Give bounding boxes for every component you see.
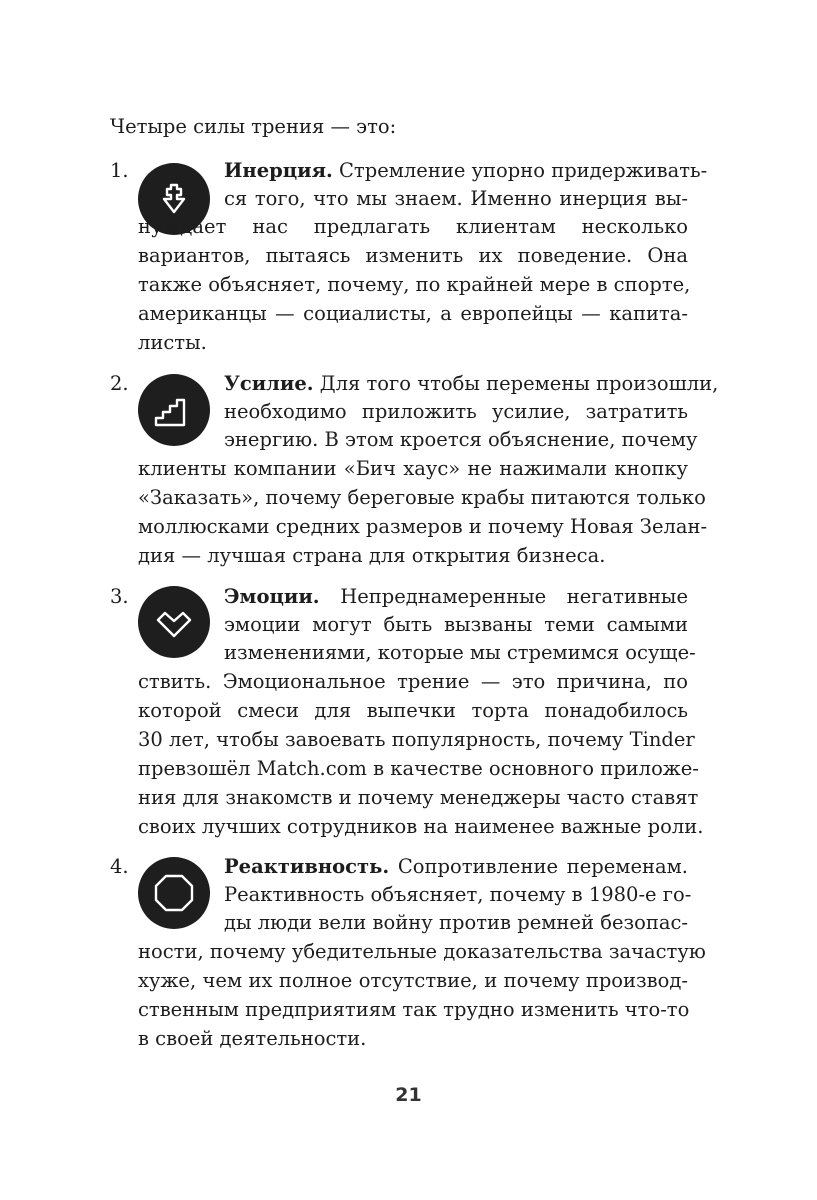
item-text-line: ся того, что мы знаем. Именно инерция вы-: [224, 187, 688, 210]
item-text-line: в своей деятельности.: [138, 1027, 367, 1050]
item-text-line: изменениями, которые мы стремимся осуще-: [224, 641, 696, 664]
item-text-line: Реактивность объясняет, почему в 1980-е го-: [224, 883, 692, 906]
item-text-line: которой смеси для выпечки торта понадобилось: [138, 699, 688, 722]
item-text-line: листы.: [138, 331, 207, 354]
item-text-line: своих лучших сотрудников на наименее важные роли.: [138, 815, 704, 838]
intro-text: Четыре силы трения — это:: [110, 115, 397, 138]
item-text-line: американцы — социалисты, а европейцы — капита-: [138, 302, 688, 325]
item-number: 3.: [110, 585, 129, 608]
item-term: Эмоции.: [224, 585, 320, 608]
item-text-line: 30 лет, чтобы завоевать популярность, почему Tinder: [138, 728, 695, 751]
item-text-line: Инерция. Стремление упорно придерживать-: [224, 159, 708, 182]
item-text-line: ды люди вели войну против ремней безопас-: [224, 911, 688, 934]
item-text-line: дия — лучшая страна для открытия бизнеса.: [138, 544, 606, 567]
item-text-line: моллюсками средних размеров и почему Новая Зелан-: [138, 515, 708, 538]
item-text-line: нуждает нас предлагать клиентам несколько: [138, 215, 688, 238]
item-text-line: превзошёл Match.com в качестве основного приложе-: [138, 757, 699, 780]
item-text-line: Эмоции. Непреднамеренные негативные: [224, 585, 688, 608]
item-text-line: необходимо приложить усилие, затратить: [224, 400, 688, 423]
item-number: 1.: [110, 159, 129, 182]
item-text-line: ственным предприятиям так трудно изменить что-то: [138, 998, 690, 1021]
item-text-line: ности, почему убедительные доказательства зачастую: [138, 940, 706, 963]
emotion-heart-icon: [138, 586, 210, 658]
item-text-line: также объясняет, почему, по крайней мере в спорте,: [138, 273, 691, 296]
item-text-line: Усилие. Для того чтобы перемены произошли,: [224, 372, 719, 395]
item-text-line: энергию. В этом кроется объяснение, почему: [224, 428, 698, 451]
item-text-line: «Заказать», почему береговые крабы питаются только: [138, 486, 706, 509]
effort-stairs-icon: [138, 374, 210, 446]
item-text-line: ствить. Эмоциональное трение — это причина, по: [138, 670, 688, 693]
item-number: 4.: [110, 855, 129, 878]
item-term: Усилие.: [224, 372, 314, 395]
reactance-octagon-icon: [138, 857, 210, 929]
item-text-line: эмоции могут быть вызваны теми самыми: [224, 613, 688, 636]
item-text-line: клиенты компании «Бич хаус» не нажимали кнопку: [138, 457, 688, 480]
item-text-line: Реактивность. Сопротивление переменам.: [224, 855, 688, 878]
item-text-line: вариантов, пытаясь изменить их поведение. Она: [138, 244, 688, 267]
page-number: 21: [395, 1084, 422, 1106]
item-term: Инерция.: [224, 159, 333, 182]
item-term: Реактивность.: [224, 855, 390, 878]
item-text-line: хуже, чем их полное отсутствие, и почему производ-: [138, 969, 688, 992]
item-text-line: ния для знакомств и почему менеджеры часто ставят: [138, 786, 699, 809]
item-number: 2.: [110, 372, 129, 395]
